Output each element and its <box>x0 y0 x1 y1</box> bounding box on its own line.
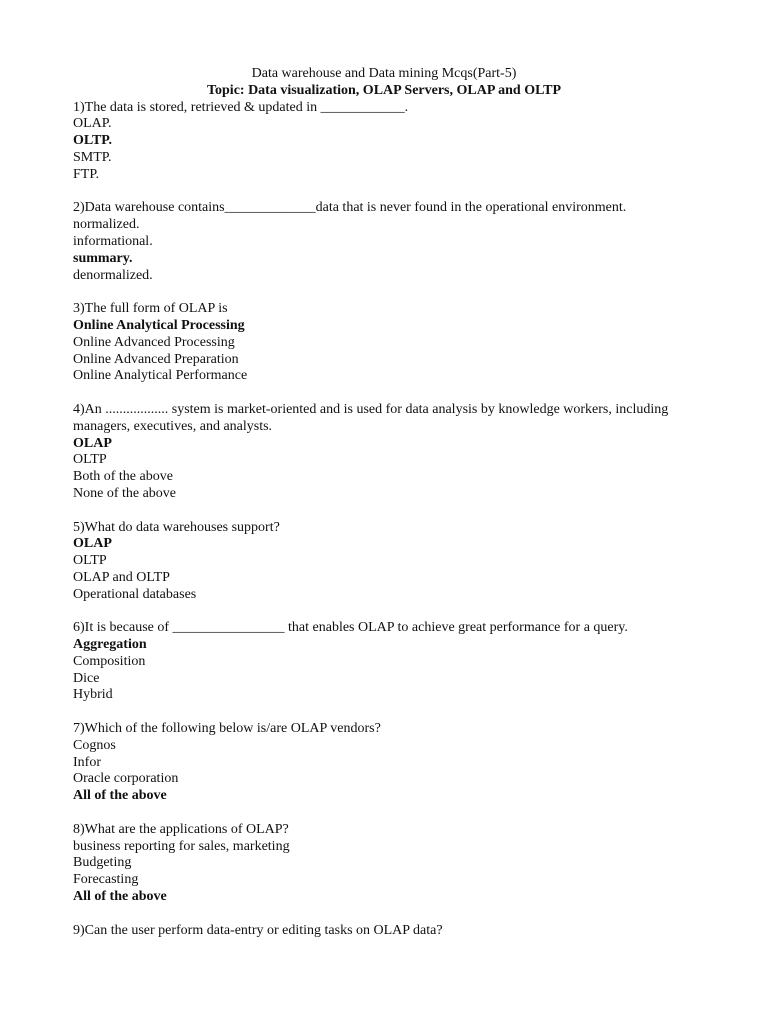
answer-option-correct: summary. <box>73 250 133 266</box>
question-block <box>73 620 703 704</box>
question-text: 7)Which of the following below is/are OLAP vendors? <box>73 721 381 737</box>
question-text: 2)Data warehouse contains_____________data that is never found in the operational environment. <box>73 200 627 216</box>
answer-option: None of the above <box>73 485 177 501</box>
answer-option: OLAP. <box>73 116 112 132</box>
question-text: 3)The full form of OLAP is <box>73 301 228 317</box>
answer-option: informational. <box>73 233 153 249</box>
question-text: 5)What do data warehouses support? <box>73 519 280 535</box>
answer-option: Budgeting <box>73 855 132 871</box>
document-page <box>73 66 703 956</box>
answer-option: Online Analytical Performance <box>73 368 248 384</box>
answer-option: Infor <box>73 754 101 770</box>
question-block <box>73 200 703 284</box>
answer-option: SMTP. <box>73 149 112 165</box>
question-block <box>73 721 703 805</box>
answer-option-correct: OLTP. <box>73 133 113 149</box>
answer-option: OLTP <box>73 452 107 468</box>
answer-option: Composition <box>73 653 146 669</box>
answer-option: Both of the above <box>73 469 173 485</box>
answer-option: denormalized. <box>73 267 153 283</box>
answer-option: Online Advanced Preparation <box>73 351 239 367</box>
answer-option: Dice <box>73 670 100 686</box>
answer-option: Oracle corporation <box>73 771 179 787</box>
answer-option-correct: All of the above <box>73 788 167 804</box>
answer-option: normalized. <box>73 217 140 233</box>
answer-option: OLAP and OLTP <box>73 569 170 585</box>
answer-option-correct: All of the above <box>73 889 167 905</box>
question-text: 1)The data is stored, retrieved & updated in ____________. <box>73 99 409 115</box>
question-block <box>73 520 703 604</box>
question-block <box>73 402 703 503</box>
answer-option: FTP. <box>73 166 100 182</box>
answer-option-correct: Aggregation <box>73 637 147 653</box>
question-block <box>73 923 703 940</box>
answer-option: Operational databases <box>73 586 197 602</box>
answer-option: Hybrid <box>73 687 113 703</box>
answer-option: business reporting for sales, marketing <box>73 838 290 854</box>
question-text: 8)What are the applications of OLAP? <box>73 821 289 837</box>
answer-option: Cognos <box>73 737 116 753</box>
answer-option-correct: OLAP <box>73 536 112 552</box>
answer-option: OLTP <box>73 553 107 569</box>
question-text: 4)An .................. system is market-oriented and is used for data analysis by knowledge workers, including managers, executives, and analysts. <box>73 401 669 434</box>
question-block <box>73 100 703 184</box>
question-text: 6)It is because of ________________ that enables OLAP to achieve great performance for a query. <box>73 620 628 636</box>
question-text: 9)Can the user perform data-entry or editing tasks on OLAP data? <box>73 922 443 938</box>
answer-option-correct: Online Analytical Processing <box>73 317 245 333</box>
question-block <box>73 822 703 906</box>
document-title: Data warehouse and Data mining Mcqs(Part-5) <box>251 66 517 81</box>
answer-option-correct: OLAP <box>73 435 112 451</box>
question-block <box>73 301 703 385</box>
document-topic: Topic: Data visualization, OLAP Servers, OLAP and OLTP <box>206 82 562 98</box>
answer-option: Forecasting <box>73 872 139 888</box>
answer-option: Online Advanced Processing <box>73 334 235 350</box>
question-list <box>73 100 703 940</box>
